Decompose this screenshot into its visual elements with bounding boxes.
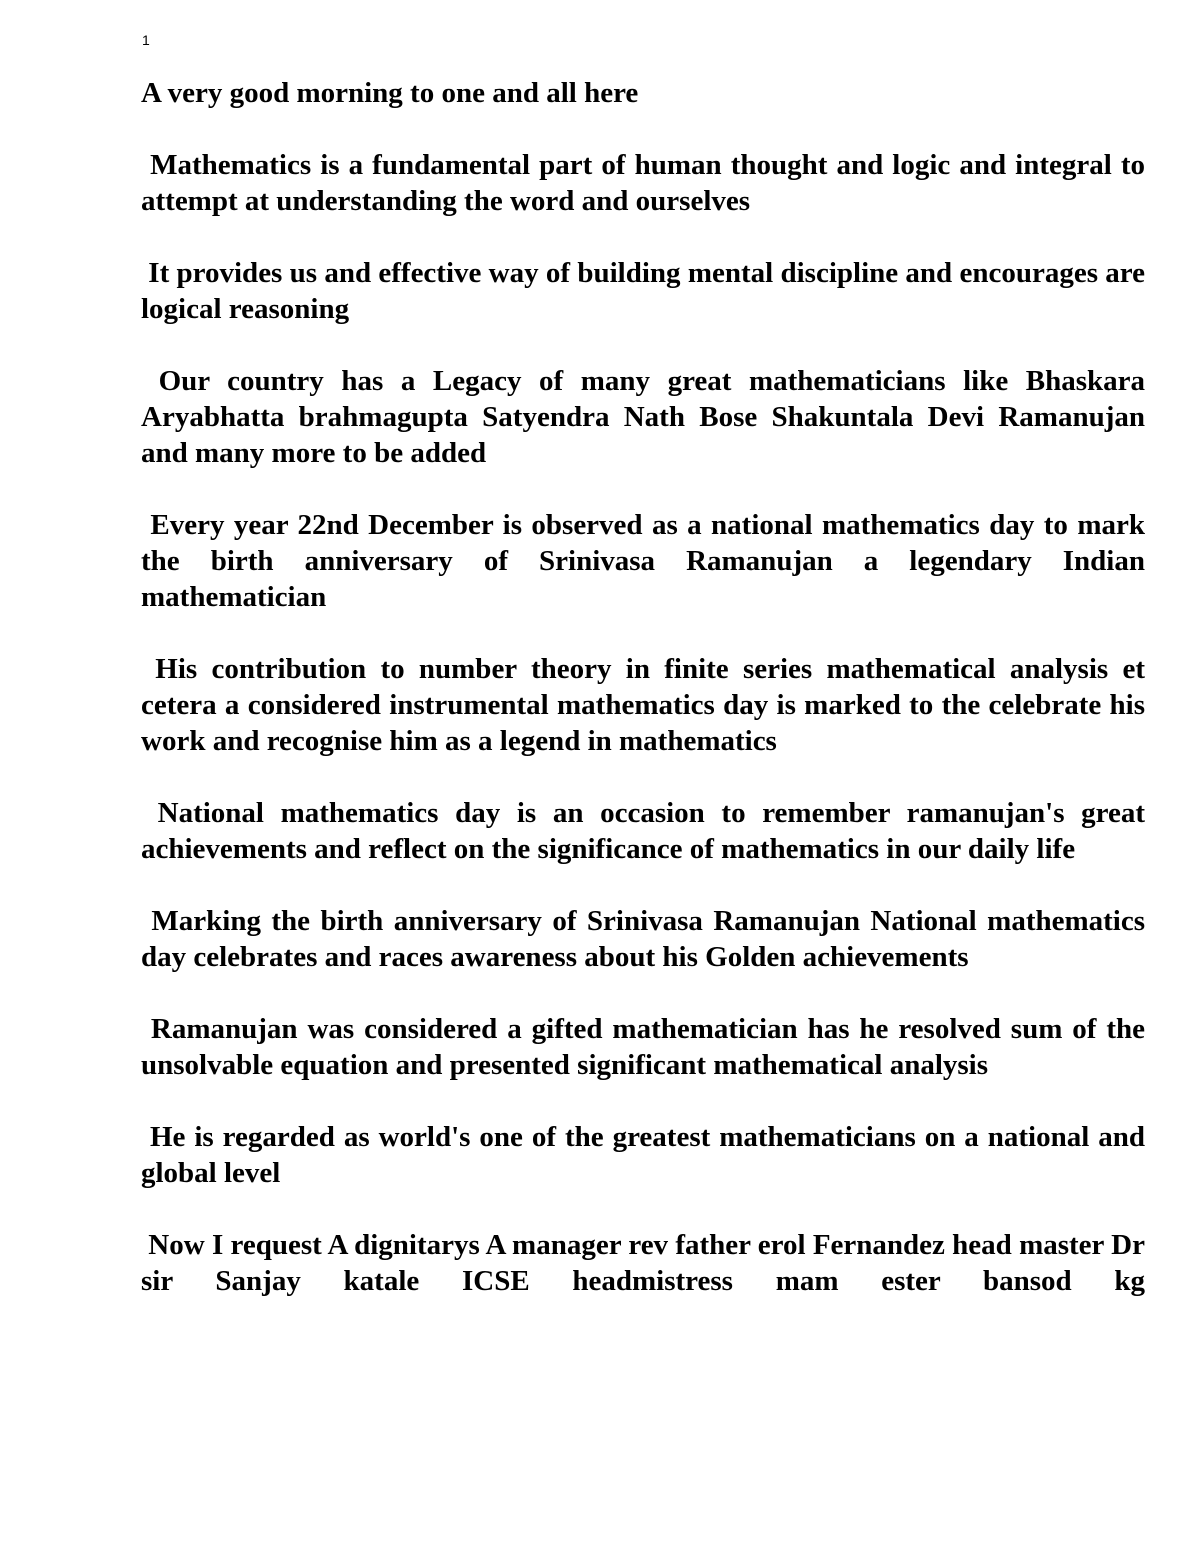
paragraph-mathematics-intro: Mathematics is a fundamental part of human thought and logic and integral to attempt at understanding the word and ourselves (141, 149, 1153, 217)
paragraph-gifted: Ramanujan was considered a gifted mathematician has he resolved sum of the unsolvable equation and presented significant mathematical analysis (141, 1013, 1153, 1081)
paragraph-greatest: He is regarded as world's one of the greatest mathematicians on a national and global level (141, 1121, 1153, 1189)
paragraph-mental-discipline: It provides us and effective way of building mental discipline and encourages are logical reasoning (141, 257, 1153, 325)
paragraph-occasion: National mathematics day is an occasion to remember ramanujan's great achievements and reflect on the significance of mathematics in our daily life (141, 797, 1153, 865)
paragraph-birth-anniversary: Marking the birth anniversary of Srinivasa Ramanujan National mathematics day celebrates and races awareness about his Golden achievements (141, 905, 1153, 973)
paragraph-request: Now I request A dignitarys A manager rev father erol Fernandez head master Dr sir Sanjay katale ICSE headmistress mam ester bansod kg (141, 1229, 1153, 1297)
document-body (141, 75, 1153, 1335)
paragraph-national-day: Every year 22nd December is observed as a national mathematics day to mark the birth anniversary of Srinivasa Ramanujan a legendary Indian mathematician (141, 509, 1153, 613)
page-number: 1 (142, 32, 150, 48)
paragraph-contribution: His contribution to number theory in finite series mathematical analysis et cetera a considered instrumental mathematics day is marked to the celebrate his work and recognise him as a legend in mathematics (141, 653, 1153, 757)
paragraph-greeting: A very good morning to one and all here (141, 77, 639, 109)
paragraph-legacy: Our country has a Legacy of many great mathematicians like Bhaskara Aryabhatta brahmagupta Satyendra Nath Bose Shakuntala Devi Ramanujan and many more to be added (141, 365, 1153, 469)
